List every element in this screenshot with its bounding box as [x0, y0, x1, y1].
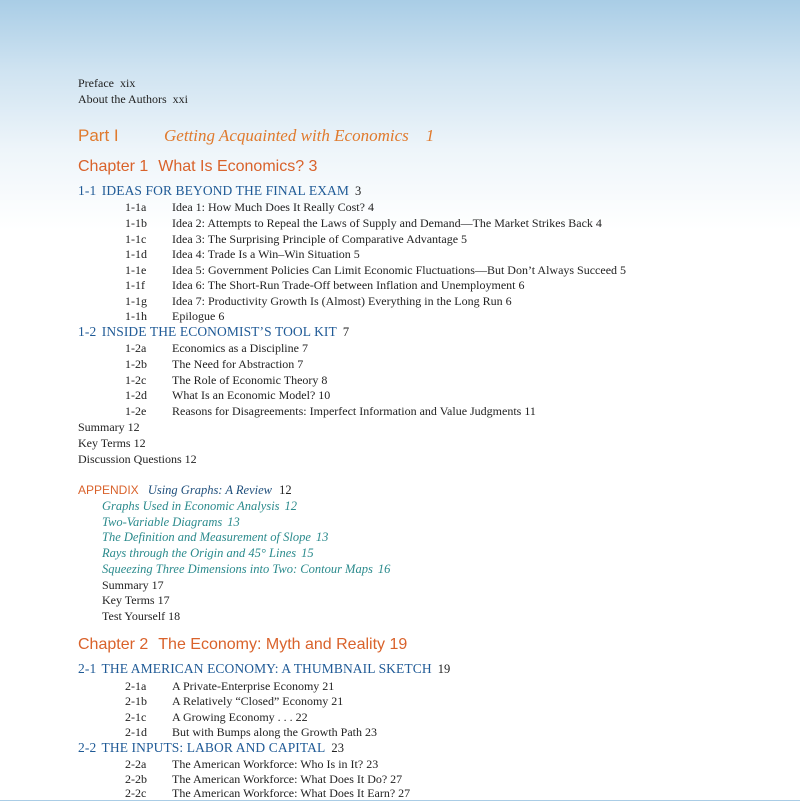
- appendix-item-page: 15: [301, 546, 314, 560]
- section-page: 23: [331, 741, 345, 755]
- subsection-text: The Role of Economic Theory 8: [172, 373, 328, 387]
- subsection-text: Idea 5: Government Policies Can Limit Economic Fluctuations—But Don’t Always Succeed 5: [172, 263, 627, 277]
- appendix-item[interactable]: [102, 546, 314, 561]
- toc-entry-discussion-questions[interactable]: Discussion Questions 12: [78, 452, 197, 466]
- section-heading-1-2[interactable]: [78, 324, 349, 340]
- subsection-number: 1-1g: [125, 294, 147, 308]
- appendix-test-yourself[interactable]: Test Yourself 18: [102, 609, 181, 623]
- subsection-1-2a[interactable]: [125, 341, 308, 356]
- subsection-2-2c[interactable]: [125, 786, 410, 801]
- subsection-1-1a[interactable]: [125, 200, 374, 215]
- subsection-text: Idea 2: Attempts to Repeal the Laws of Supply and Demand—The Market Strikes Back 4: [172, 216, 602, 230]
- appendix-item-title: Graphs Used in Economic Analysis: [102, 499, 280, 513]
- subsection-2-2b[interactable]: [125, 772, 402, 787]
- subsection-1-1g[interactable]: [125, 294, 512, 309]
- section-page: 3: [355, 184, 362, 198]
- section-title: THE INPUTS: LABOR AND CAPITAL: [101, 740, 326, 755]
- section-number: 2-1: [78, 661, 97, 676]
- chapter-heading-1[interactable]: [78, 158, 317, 176]
- chapter-label: Chapter 1: [78, 158, 149, 175]
- appendix-item-page: 16: [377, 562, 391, 576]
- part-title: Getting Acquainted with Economics: [164, 126, 409, 145]
- section-title: IDEAS FOR BEYOND THE FINAL EXAM: [101, 183, 350, 198]
- appendix-item-title: The Definition and Measurement of Slope: [102, 530, 311, 544]
- subsection-number: 1-1b: [125, 216, 147, 230]
- subsection-number: 1-2a: [125, 341, 147, 355]
- part-label: Part I: [78, 126, 119, 145]
- subsection-text: The American Workforce: Who Is in It? 23: [172, 757, 379, 771]
- subsection-number: 1-1e: [125, 263, 147, 277]
- subsection-number: 1-1a: [125, 200, 147, 214]
- subsection-1-2c[interactable]: [125, 373, 327, 388]
- subsection-number: 1-2e: [125, 404, 147, 418]
- appendix-key-terms[interactable]: Key Terms 17: [102, 593, 170, 607]
- subsection-number: 2-1c: [125, 710, 147, 724]
- subsection-number: 1-1h: [125, 309, 147, 323]
- appendix-title: Using Graphs: A Review: [147, 483, 272, 497]
- section-number: 1-1: [78, 183, 97, 198]
- toc-entry-summary[interactable]: Summary 12: [78, 420, 140, 434]
- subsection-number: 1-1c: [125, 232, 147, 246]
- subsection-text: What Is an Economic Model? 10: [172, 388, 331, 402]
- subsection-number: 1-1f: [125, 278, 145, 292]
- section-number: 2-2: [78, 740, 97, 755]
- subsection-number: 2-2c: [125, 786, 147, 800]
- part-heading[interactable]: [78, 126, 435, 146]
- subsection-text: A Private-Enterprise Economy 21: [172, 679, 335, 693]
- appendix-item-page: 12: [284, 499, 298, 513]
- chapter-title: The Economy: Myth and Reality: [158, 636, 386, 653]
- chapter-title: What Is Economics?: [158, 158, 305, 175]
- section-title: THE AMERICAN ECONOMY: A THUMBNAIL SKETCH: [101, 661, 432, 676]
- subsection-number: 1-2c: [125, 373, 147, 387]
- front-label: Preface: [78, 76, 114, 90]
- subsection-text: But with Bumps along the Growth Path 23: [172, 725, 377, 739]
- subsection-number: 2-1a: [125, 679, 147, 693]
- front-page: xxi: [172, 92, 189, 106]
- subsection-1-2d[interactable]: [125, 388, 330, 403]
- section-number: 1-2: [78, 324, 97, 339]
- appendix-heading[interactable]: [78, 483, 292, 498]
- toc-entry-key-terms[interactable]: Key Terms 12: [78, 436, 146, 450]
- subsection-1-2b[interactable]: [125, 357, 303, 372]
- subsection-text: Epilogue 6: [172, 309, 225, 323]
- subsection-number: 2-1d: [125, 725, 147, 739]
- subsection-text: Reasons for Disagreements: Imperfect Information and Value Judgments 11: [172, 404, 536, 418]
- subsection-number: 1-2b: [125, 357, 147, 371]
- appendix-item-page: 13: [227, 515, 240, 529]
- front-page: xix: [119, 76, 136, 90]
- subsection-text: Idea 6: The Short-Run Trade-Off between Inflation and Unemployment 6: [172, 278, 525, 292]
- subsection-text: Idea 4: Trade Is a Win–Win Situation 5: [172, 247, 360, 261]
- appendix-item[interactable]: [102, 499, 297, 514]
- subsection-text: Idea 1: How Much Does It Really Cost? 4: [172, 200, 374, 214]
- appendix-item-page: 13: [315, 530, 329, 544]
- part-page: 1: [425, 126, 435, 145]
- subsection-text: A Growing Economy . . . 22: [172, 710, 308, 724]
- subsection-number: 1-2d: [125, 388, 147, 402]
- subsection-2-1b[interactable]: [125, 694, 343, 709]
- subsection-1-1d[interactable]: [125, 247, 360, 262]
- toc-entry-about-authors[interactable]: [78, 92, 188, 107]
- subsection-number: 2-1b: [125, 694, 147, 708]
- section-heading-2-1[interactable]: [78, 661, 450, 677]
- subsection-text: The American Workforce: What Does It Do? 27: [172, 772, 403, 786]
- subsection-number: 2-2a: [125, 757, 147, 771]
- chapter-page: 19: [389, 636, 408, 653]
- subsection-text: Idea 3: The Surprising Principle of Comparative Advantage 5: [172, 232, 468, 246]
- subsection-2-1d[interactable]: [125, 725, 377, 740]
- chapter-heading-2[interactable]: [78, 636, 407, 654]
- subsection-1-1f[interactable]: [125, 278, 524, 293]
- appendix-label: APPENDIX: [78, 483, 139, 497]
- appendix-item[interactable]: [102, 530, 328, 545]
- subsection-1-1c[interactable]: [125, 232, 467, 247]
- section-heading-2-2[interactable]: [78, 740, 344, 756]
- chapter-label: Chapter 2: [78, 636, 149, 653]
- subsection-1-1e[interactable]: [125, 263, 626, 278]
- section-page: 7: [342, 325, 350, 339]
- toc-entry-preface[interactable]: [78, 76, 135, 91]
- section-heading-1-1[interactable]: [78, 183, 361, 199]
- appendix-item-title: Rays through the Origin and 45° Lines: [102, 546, 297, 560]
- subsection-2-2a[interactable]: [125, 757, 378, 772]
- appendix-item[interactable]: [102, 562, 390, 577]
- subsection-number: 2-2b: [125, 772, 147, 786]
- subsection-text: A Relatively “Closed” Economy 21: [172, 694, 344, 708]
- subsection-text: The American Workforce: What Does It Earn? 27: [172, 786, 411, 800]
- section-page: 19: [437, 662, 451, 676]
- subsection-text: Idea 7: Productivity Growth Is (Almost) Everything in the Long Run 6: [172, 294, 512, 308]
- appendix-page: 12: [279, 483, 292, 497]
- appendix-item-title: Squeezing Three Dimensions into Two: Contour Maps: [102, 562, 373, 576]
- chapter-page: 3: [308, 158, 318, 175]
- part-title-group: [164, 126, 434, 146]
- appendix-summary[interactable]: Summary 17: [102, 578, 164, 592]
- subsection-1-2e[interactable]: [125, 404, 536, 419]
- subsection-1-1b[interactable]: [125, 216, 602, 231]
- appendix-item-title: Two-Variable Diagrams: [102, 515, 223, 529]
- subsection-text: Economics as a Discipline 7: [172, 341, 308, 355]
- section-title: INSIDE THE ECONOMIST’S TOOL KIT: [101, 324, 337, 339]
- subsection-text: The Need for Abstraction 7: [172, 357, 304, 371]
- subsection-1-1h[interactable]: [125, 309, 224, 324]
- subsection-2-1a[interactable]: [125, 679, 334, 694]
- subsection-2-1c[interactable]: [125, 710, 308, 725]
- appendix-item[interactable]: [102, 515, 240, 530]
- front-label: About the Authors: [78, 92, 167, 106]
- subsection-number: 1-1d: [125, 247, 147, 261]
